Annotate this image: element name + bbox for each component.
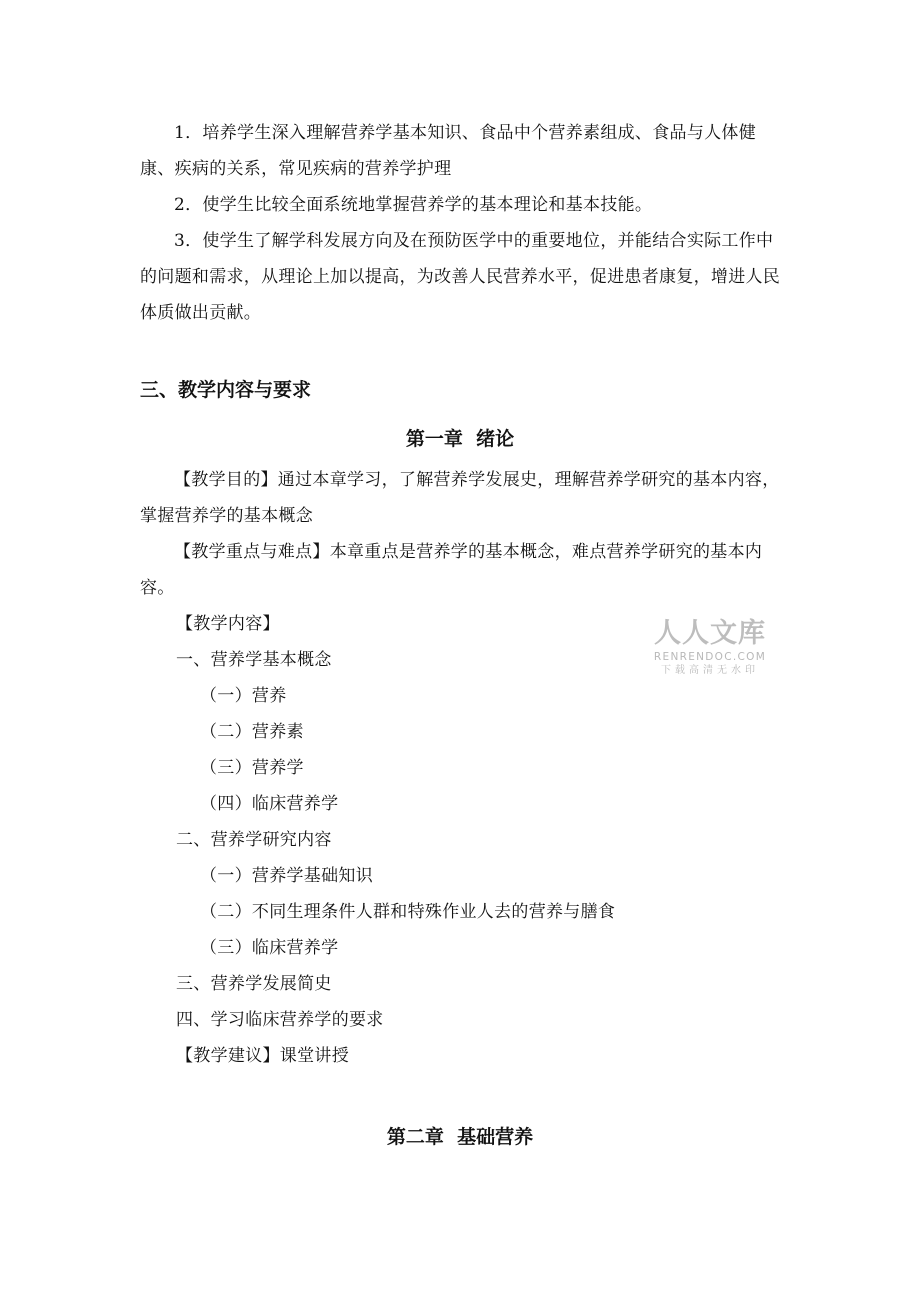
outline-subitem: （二）不同生理条件人群和特殊作业人去的营养与膳食 — [200, 902, 616, 922]
chapter-1-content-label: 【教学内容】 — [176, 614, 280, 634]
outline-item: 三、营养学发展简史 — [176, 974, 332, 994]
chapter-1-title: 第一章 绪论 — [405, 428, 515, 450]
outline-subitem: （四）临床营养学 — [200, 794, 339, 814]
chapter-1-key-points: 【教学重点与难点】本章重点是营养学的基本概念，难点营养学研究的基本内容。 — [140, 542, 763, 598]
outline-item: 四、学习临床营养学的要求 — [176, 1010, 384, 1030]
outline-subitem: （三）临床营养学 — [200, 938, 339, 958]
watermark-logo — [648, 618, 772, 678]
watermark-slogan: 下载高清无水印 — [661, 665, 759, 676]
watermark-domain: RENRENDOC.COM — [653, 651, 767, 663]
outline-subitem: （一）营养学基础知识 — [200, 866, 373, 886]
watermark-title: 人人文库 — [654, 618, 766, 649]
outline-subitem: （一）营养 — [200, 686, 287, 706]
outline-item: 二、营养学研究内容 — [176, 830, 332, 850]
objective-2: 2．使学生比较全面系统地掌握营养学的基本理论和基本技能。 — [174, 195, 653, 215]
section-heading: 三、教学内容与要求 — [140, 379, 312, 401]
objective-1: 1．培养学生深入理解营养学基本知识、食品中个营养素组成、食品与人体健康、疾病的关系，常见疾病的营养学护理 — [140, 123, 757, 179]
objective-3: 3．使学生了解学科发展方向及在预防医学中的重要地位，并能结合实际工作中的问题和需求，从理论上加以提高，为改善人民营养水平，促进患者康复，增进人民体质做出贡献。 — [140, 231, 781, 323]
outline-subitem: （三）营养学 — [200, 758, 304, 778]
chapter-1-goal: 【教学目的】通过本章学习，了解营养学发展史，理解营养学研究的基本内容，掌握营养学的基本概念 — [140, 470, 780, 526]
outline-subitem: （二）营养素 — [200, 722, 304, 742]
chapter-1-suggestion: 【教学建议】课堂讲授 — [176, 1046, 349, 1066]
outline-item: 一、营养学基本概念 — [176, 650, 332, 670]
chapter-2-title: 第二章 基础营养 — [386, 1126, 534, 1148]
